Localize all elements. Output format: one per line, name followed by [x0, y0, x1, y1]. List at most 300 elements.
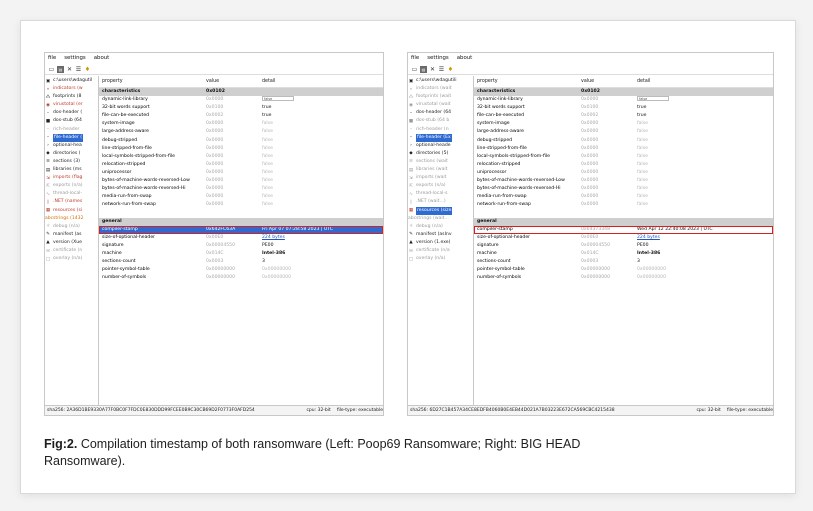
cell-detail: false — [637, 194, 648, 200]
tree-node-label: c:\users\wdagutili — [416, 78, 457, 83]
tree-node[interactable] — [408, 101, 473, 109]
cell-value: 0x0000 — [581, 178, 599, 184]
close-icon[interactable]: ✕ — [429, 66, 436, 73]
list-icon[interactable]: ☰ — [438, 66, 445, 73]
cell-value: 0x00E0 — [206, 234, 224, 240]
cell-detail: false — [262, 194, 273, 200]
dash-icon: – — [409, 135, 413, 141]
cell-detail — [259, 218, 383, 226]
footprint-icon: ⁂ — [45, 94, 51, 100]
table-row[interactable] — [474, 274, 773, 282]
tree-node[interactable] — [45, 158, 98, 166]
table-row[interactable] — [99, 137, 383, 145]
cell-property: network-run-from-swap — [102, 202, 156, 208]
pestudio-window-right — [407, 52, 774, 416]
tree-node[interactable] — [408, 77, 473, 85]
table-row[interactable] — [99, 112, 383, 120]
arrow-icon: › — [410, 143, 412, 149]
table-row[interactable] — [474, 96, 773, 104]
tree-node-label: resources (size — [416, 207, 452, 215]
cell-property: pointer-symbol-table — [102, 267, 150, 273]
tree-node[interactable] — [408, 85, 473, 93]
menu-settings[interactable]: settings — [64, 55, 86, 61]
cell-value: 0x0000 — [581, 121, 599, 127]
cell-detail: false — [262, 202, 273, 208]
table-row[interactable] — [474, 145, 773, 153]
tree-node-label: dos-stub (64 — [53, 118, 82, 124]
tree-node-label: exports (n/a) — [53, 183, 83, 189]
tree-node[interactable] — [408, 109, 473, 117]
tree-node-label: version (Xue — [53, 239, 82, 245]
tree-node[interactable] — [45, 182, 98, 190]
dash-icon: – — [46, 127, 50, 133]
cell-property: machine — [102, 250, 122, 256]
tree-node-label: footprints (wait — [416, 94, 452, 100]
tree-node-label: dos-stub (64 b — [416, 118, 450, 124]
cell-detail — [634, 88, 773, 96]
column-property[interactable]: property — [102, 79, 123, 84]
table-row[interactable] — [99, 153, 383, 161]
list-icon[interactable]: ☰ — [75, 66, 82, 73]
table-row[interactable] — [99, 96, 383, 104]
table-row[interactable] — [474, 242, 773, 250]
table-row[interactable] — [99, 104, 383, 112]
tree-node[interactable] — [408, 182, 473, 190]
cell-property: sections-count — [102, 258, 136, 264]
tree-node[interactable] — [45, 174, 98, 182]
cell-property: network-run-from-swap — [477, 202, 531, 208]
cell-property: dynamic-link-library — [477, 97, 523, 103]
table-row[interactable] — [474, 104, 773, 112]
cell-value: 0x00000000 — [581, 275, 611, 281]
tree-node[interactable] — [45, 198, 98, 206]
tree-node[interactable] — [408, 255, 473, 263]
tree-node[interactable] — [408, 231, 473, 239]
table-row[interactable] — [99, 234, 383, 242]
tree-node-label: sections (wait — [416, 158, 448, 164]
tree-node[interactable] — [45, 85, 98, 93]
cell-detail: false — [637, 178, 648, 184]
cell-value: 0x00E0 — [581, 234, 599, 240]
table-row[interactable] — [474, 137, 773, 145]
cell-property: file-can-be-executed — [102, 113, 150, 119]
save-icon[interactable]: ▤ — [58, 67, 63, 72]
block-icon: ■ — [45, 119, 51, 125]
version-icon: ▲ — [409, 240, 413, 246]
tree-node[interactable] — [45, 223, 98, 231]
cell-property: machine — [477, 250, 497, 256]
table-row[interactable] — [99, 120, 383, 128]
dash-icon: – — [409, 127, 413, 133]
toolbar — [45, 65, 383, 75]
cell-value: 0x0100 — [206, 105, 224, 111]
tree-node-label: rich-header (n — [416, 126, 449, 132]
cell-property: local-symbols-stripped-from-file — [102, 153, 175, 159]
cell-detail: true — [637, 113, 647, 119]
cell-property: media-run-from-swap — [477, 194, 527, 200]
tree-node[interactable] — [408, 166, 473, 174]
strings-icon: abc — [45, 216, 54, 222]
tree-node[interactable] — [45, 77, 98, 85]
cell-value — [578, 218, 634, 226]
tree-node[interactable] — [45, 255, 98, 263]
menu-about[interactable]: about — [456, 55, 473, 61]
tree-node-label: optional-heade — [416, 142, 451, 148]
cell-value: 0x00000000 — [206, 275, 236, 281]
cell-detail: false — [637, 169, 648, 175]
tree-node[interactable] — [408, 239, 473, 247]
cell-detail: false — [637, 145, 648, 151]
detail-dropdown[interactable]: false — [637, 96, 669, 101]
column-value[interactable]: value — [206, 79, 220, 84]
cell-detail: false — [262, 178, 273, 184]
tree-node[interactable] — [45, 150, 98, 158]
table-row[interactable] — [99, 266, 383, 274]
detail-link[interactable]: 224 bytes — [637, 234, 660, 240]
window-icon: ▣ — [45, 78, 51, 84]
table-row[interactable] — [99, 185, 383, 193]
cell-property: bytes-of-machine-words-reversed-Low — [102, 178, 190, 184]
property-grid — [474, 76, 773, 405]
cell-value: 0x00004550 — [206, 242, 236, 248]
cell-property: 32-bit words support — [102, 105, 150, 111]
cell-detail: false — [262, 161, 273, 167]
tree-node-label: overlay (n/a) — [53, 256, 83, 262]
tree-node-label: strings (wait... — [416, 215, 449, 221]
cell-value: 0x0000 — [206, 161, 224, 167]
dash-icon: – — [46, 110, 50, 116]
cell-property: system-image — [477, 121, 510, 127]
cell-detail: false — [637, 137, 648, 143]
cell-property: bytes-of-machine-words-reversed-Hi — [102, 186, 186, 192]
cell-detail: 3 — [262, 258, 265, 264]
tree-node[interactable] — [45, 166, 98, 174]
status-sha256: sha256: 6D27C1B457A34CE8EDFB4060B0E4EB44D021A7B03223E672CA569CBC4215438 — [410, 408, 615, 413]
cell-detail — [634, 218, 773, 226]
compiler-stamp-row[interactable] — [474, 226, 773, 234]
cell-value: 0x014C — [581, 250, 599, 256]
status-cpu: cpu: 32-bit — [306, 408, 331, 413]
manifest-icon: ✎ — [409, 232, 413, 238]
cell-value: 0x00000000 — [581, 267, 611, 273]
tree-node-label: overlay (n/a) — [416, 256, 446, 262]
tree-node-label: dos-header (64 — [416, 110, 452, 116]
dotnet-icon: ◊ — [46, 199, 50, 205]
dash-icon: – — [46, 135, 50, 141]
sections-icon: ≡ — [409, 159, 413, 165]
bulb-icon[interactable]: ♦ — [84, 66, 91, 73]
column-detail[interactable]: detail — [637, 79, 651, 84]
menu-file[interactable]: file — [411, 55, 420, 61]
cell-detail: false — [637, 153, 648, 159]
tree-node-label: exports (n/a) — [416, 183, 446, 189]
cell-property: characteristics — [102, 89, 141, 94]
grid-header — [474, 76, 773, 88]
cell-value: 0x0000 — [581, 97, 599, 103]
cell-value: 0x0002 — [581, 113, 599, 119]
compiler-stamp-row[interactable] — [99, 226, 383, 234]
menu-bar — [408, 53, 773, 65]
grid-header — [99, 76, 383, 88]
cell-value: 0x0000 — [206, 153, 224, 159]
tree-node[interactable] — [408, 134, 473, 142]
menu-about[interactable]: about — [93, 55, 110, 61]
debug-icon: ☼ — [408, 224, 414, 230]
indicator-icon: » — [46, 86, 50, 92]
cell-property: size-of-optional-header — [102, 234, 156, 240]
cell-property: size-of-optional-header — [477, 234, 531, 240]
table-row[interactable] — [99, 242, 383, 250]
footprint-icon: ⁂ — [408, 94, 414, 100]
tree-node-label: file-header ( — [53, 134, 83, 142]
tree-node-label: version (1.exe) — [416, 239, 451, 245]
table-row[interactable] — [99, 193, 383, 201]
cell-property: characteristics — [477, 89, 516, 94]
toolbar — [408, 65, 773, 75]
tree-node[interactable] — [45, 247, 98, 255]
tree-node-label: virustotal (wait — [416, 102, 451, 108]
block-icon: ■ — [408, 119, 414, 125]
tree-node[interactable] — [45, 190, 98, 198]
tree-node[interactable] — [408, 126, 473, 134]
cell-detail: false — [262, 145, 273, 151]
certificate-icon: ✉ — [46, 248, 50, 254]
cell-value: 0x0000 — [206, 121, 224, 127]
cell-detail — [259, 96, 383, 104]
overlay-icon: □ — [45, 256, 51, 262]
tree-node-label: resources (si — [53, 207, 83, 213]
tree-node-label: debug (n/a) — [416, 223, 443, 229]
thread-icon: ∿ — [409, 191, 413, 197]
table-row[interactable] — [474, 250, 773, 258]
property-grid — [99, 76, 383, 405]
tree-node-label: imports (flag — [53, 175, 83, 181]
table-row[interactable] — [474, 234, 773, 242]
tree-node[interactable] — [45, 101, 98, 109]
close-icon[interactable]: ✕ — [66, 66, 73, 73]
table-row[interactable] — [474, 120, 773, 128]
cell-detail — [259, 88, 383, 96]
section-header-row[interactable] — [474, 218, 773, 226]
cell-value — [203, 218, 259, 226]
tree-node[interactable] — [408, 150, 473, 158]
column-detail[interactable]: detail — [262, 79, 276, 84]
table-row[interactable] — [474, 201, 773, 209]
save-icon[interactable]: ▤ — [421, 67, 426, 72]
table-row[interactable] — [474, 193, 773, 201]
cell-property: uniprocessor — [102, 169, 132, 175]
cell-detail: Wed Apr 12 22:40:08 2023 | UTC — [637, 226, 713, 232]
table-row[interactable] — [474, 258, 773, 266]
cell-value: 0x0000 — [206, 202, 224, 208]
cell-detail: true — [637, 105, 647, 111]
cell-value: 0x0102 — [206, 89, 225, 94]
table-row[interactable] — [99, 177, 383, 185]
thread-icon: ∿ — [46, 191, 50, 197]
cell-value: 0x0002 — [206, 113, 224, 119]
tree-node[interactable] — [408, 190, 473, 198]
cell-property: 32-bit words support — [477, 105, 525, 111]
cell-property: dynamic-link-library — [102, 97, 148, 103]
status-filetype: file-type: executable — [726, 408, 773, 413]
exports-icon: ⇱ — [46, 183, 50, 189]
dash-icon: – — [409, 110, 413, 116]
dotnet-icon: ◊ — [409, 199, 413, 205]
cell-value: 0x0000 — [581, 137, 599, 143]
tree-node-label: .NET (names — [53, 199, 83, 205]
status-bar — [408, 405, 773, 415]
cell-value: 0x0102 — [581, 89, 600, 94]
tree-node-label: optional-hea — [53, 142, 82, 148]
bulb-icon[interactable]: ♦ — [447, 66, 454, 73]
cell-detail: false — [262, 129, 273, 135]
cell-detail: Fri Apr 07 07:28:58 2023 | UTC — [262, 226, 334, 232]
library-icon: ▤ — [408, 167, 414, 173]
table-row[interactable] — [474, 185, 773, 193]
tree-node[interactable] — [408, 247, 473, 255]
cell-value: 0x0000 — [206, 178, 224, 184]
cell-detail: false — [637, 121, 648, 127]
table-row[interactable] — [99, 145, 383, 153]
resources-icon: ▦ — [45, 208, 51, 214]
tree-node[interactable] — [408, 207, 473, 215]
tree-node[interactable] — [45, 231, 98, 239]
table-row[interactable] — [474, 161, 773, 169]
tree-node[interactable] — [408, 198, 473, 206]
cell-property: compiler-stamp — [477, 226, 513, 232]
table-row[interactable] — [99, 169, 383, 177]
tree-panel — [45, 76, 99, 405]
cell-property: large-address-aware — [477, 129, 525, 135]
menu-file[interactable]: file — [48, 55, 57, 61]
cell-property: debug-stripped — [477, 137, 513, 143]
section-header-row[interactable] — [99, 88, 383, 96]
menu-settings[interactable]: settings — [427, 55, 449, 61]
tree-node[interactable] — [45, 134, 98, 142]
column-property[interactable]: property — [477, 79, 498, 84]
indicator-icon: » — [409, 86, 413, 92]
debug-icon: ☼ — [45, 224, 51, 230]
cell-detail: false — [637, 161, 648, 167]
tree-node-label: .NET (wait...) — [416, 199, 446, 205]
tree-node[interactable] — [408, 174, 473, 182]
virustotal-icon: ◉ — [409, 102, 413, 108]
cell-detail: false — [262, 186, 273, 192]
cell-value: 0x0000 — [581, 153, 599, 159]
figure-label: Fig:2. — [44, 437, 78, 451]
grid-rows — [99, 88, 383, 282]
cell-property: general — [102, 218, 122, 224]
tree-panel — [408, 76, 474, 405]
resources-icon: ▦ — [408, 208, 414, 214]
cell-detail: Intel-386 — [262, 250, 286, 256]
figure-caption — [44, 436, 734, 470]
cell-value: 0x0000 — [206, 97, 224, 103]
cell-property: number-of-symbols — [102, 275, 147, 281]
tree-node[interactable] — [45, 109, 98, 117]
table-row[interactable] — [474, 266, 773, 274]
tree-node[interactable] — [45, 93, 98, 101]
table-row[interactable] — [474, 169, 773, 177]
tree-node[interactable] — [45, 207, 98, 215]
tree-node[interactable] — [408, 215, 473, 223]
tree-node[interactable] — [408, 158, 473, 166]
screenshots-container — [44, 52, 774, 416]
cell-detail — [634, 96, 773, 104]
tree-node[interactable] — [45, 142, 98, 150]
imports-icon: ⇲ — [46, 175, 50, 181]
cell-value: 0x0100 — [581, 105, 599, 111]
detail-link[interactable]: 224 bytes — [262, 234, 285, 240]
tree-node[interactable] — [408, 142, 473, 150]
cell-value: 0x014C — [206, 250, 224, 256]
table-row[interactable] — [474, 177, 773, 185]
cell-property: sections-count — [477, 258, 511, 264]
table-row[interactable] — [99, 161, 383, 169]
cell-value: 0x0000 — [206, 194, 224, 200]
table-row[interactable] — [99, 201, 383, 209]
row-spacer — [474, 209, 773, 217]
cell-detail: PE00 — [262, 242, 274, 248]
tree-node[interactable] — [45, 215, 98, 223]
cell-detail: true — [262, 105, 272, 111]
cell-property: bytes-of-machine-words-reversed-Low — [477, 178, 565, 184]
tree-node[interactable] — [45, 239, 98, 247]
section-header-row[interactable] — [474, 88, 773, 96]
cell-property: signature — [477, 242, 499, 248]
open-icon[interactable]: ▭ — [48, 66, 55, 73]
exports-icon: ⇱ — [409, 183, 413, 189]
status-sha256: sha256: 2A36D1BE9330A77F0BC0F7FDC0E830DDD99FCEE0B9C30CB69D2F0773F0AFD254 — [47, 408, 255, 413]
cell-value: 0x0000 — [581, 169, 599, 175]
section-header-row[interactable] — [99, 218, 383, 226]
table-row[interactable] — [99, 128, 383, 136]
table-row[interactable] — [99, 250, 383, 258]
table-row[interactable] — [99, 258, 383, 266]
cell-property: relocation-stripped — [477, 161, 521, 167]
cell-detail: false — [637, 202, 648, 208]
cell-value: 0x0003 — [206, 258, 224, 264]
open-icon[interactable]: ▭ — [411, 66, 418, 73]
cell-value: 0x0000 — [581, 202, 599, 208]
tree-node-label: certificate (n — [53, 247, 83, 253]
status-bar — [45, 405, 383, 415]
tree-node-label: manifest (as — [53, 231, 82, 237]
tree-node-label: libraries (wait — [416, 167, 448, 173]
cell-property: system-image — [102, 121, 135, 127]
tree-node-label: directories ( — [53, 150, 81, 156]
tree-node[interactable] — [408, 117, 473, 125]
tree-node[interactable] — [408, 93, 473, 101]
virustotal-icon: ◉ — [46, 102, 50, 108]
table-row[interactable] — [99, 274, 383, 282]
version-icon: ▲ — [46, 240, 50, 246]
column-value[interactable]: value — [581, 79, 595, 84]
table-row[interactable] — [474, 112, 773, 120]
tree-node-label: sections (3) — [53, 158, 80, 164]
tree-node[interactable] — [408, 223, 473, 231]
cell-detail: false — [637, 186, 648, 192]
tree-node[interactable] — [45, 126, 98, 134]
detail-dropdown[interactable]: false — [262, 96, 294, 101]
tree-node-label: strings (1432 — [53, 215, 84, 221]
table-row[interactable] — [474, 153, 773, 161]
cell-property: signature — [102, 242, 124, 248]
cell-detail: 0x00000000 — [637, 275, 667, 281]
caption-text-continued: Ransomware). — [44, 454, 126, 468]
tree-node[interactable] — [45, 117, 98, 125]
table-row[interactable] — [474, 128, 773, 136]
